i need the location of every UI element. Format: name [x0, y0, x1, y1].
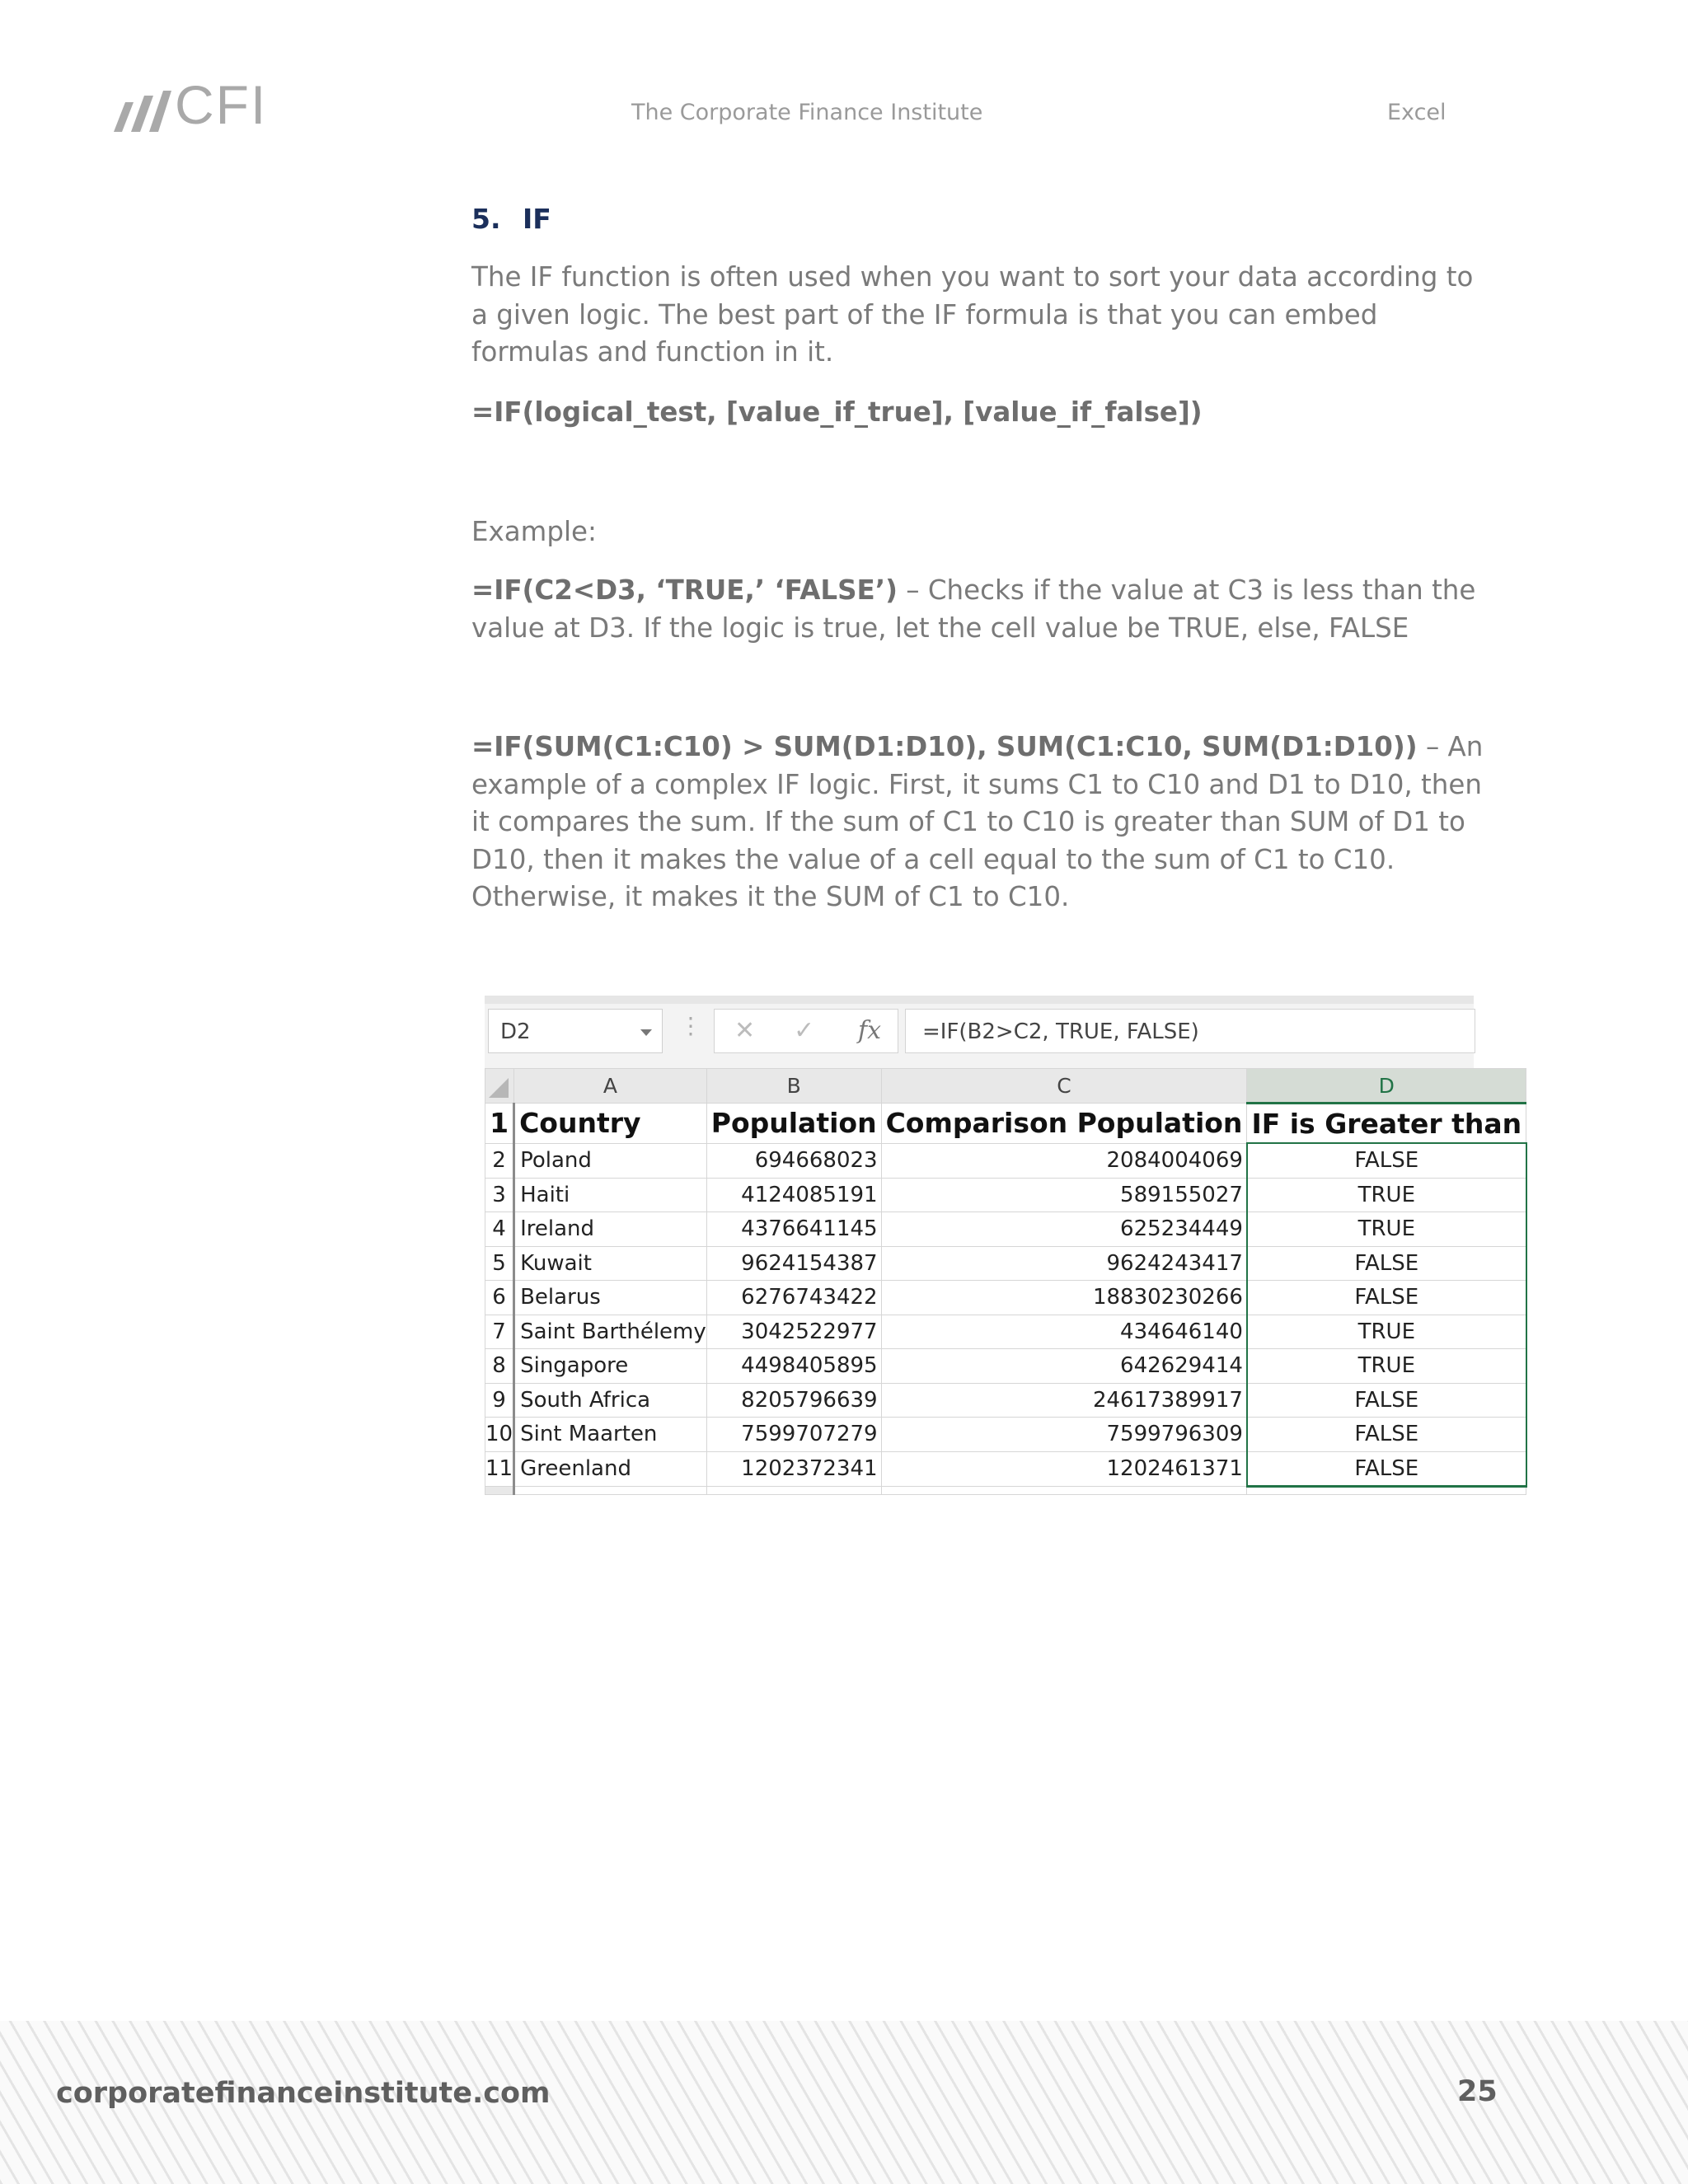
table-row — [485, 1383, 1526, 1418]
row-header[interactable]: 3 — [485, 1178, 514, 1212]
cell-population[interactable]: 7599707279 — [706, 1418, 881, 1452]
cell-result[interactable]: FALSE — [1247, 1383, 1526, 1418]
table-row — [485, 1349, 1526, 1384]
cell-population[interactable]: 1202372341 — [706, 1451, 881, 1487]
header-title: The Corporate Finance Institute — [631, 100, 983, 125]
select-all-corner[interactable] — [485, 1069, 514, 1104]
column-header-a[interactable]: A — [514, 1069, 707, 1104]
formula-buttons — [714, 1009, 898, 1053]
cell — [881, 1487, 1247, 1495]
example-label: Example: — [471, 516, 597, 547]
cell-country[interactable]: Kuwait — [514, 1246, 707, 1281]
cell-result[interactable]: FALSE — [1247, 1451, 1526, 1487]
row-header — [485, 1487, 514, 1495]
cell-comparison[interactable]: 2084004069 — [881, 1143, 1247, 1178]
table-row — [485, 1418, 1526, 1452]
header-cell-country[interactable]: Country — [514, 1104, 707, 1144]
cell-comparison[interactable]: 24617389917 — [881, 1383, 1247, 1418]
column-header-d[interactable]: D — [1247, 1069, 1526, 1104]
row-header[interactable]: 7 — [485, 1315, 514, 1349]
table-row — [485, 1246, 1526, 1281]
cell-country[interactable]: Belarus — [514, 1281, 707, 1315]
example-2 — [471, 729, 1487, 916]
cell-population[interactable]: 4498405895 — [706, 1349, 881, 1384]
cell-country[interactable]: Singapore — [514, 1349, 707, 1384]
header-section: Excel — [1387, 100, 1447, 125]
row-header[interactable]: 11 — [485, 1451, 514, 1487]
row-header[interactable]: 9 — [485, 1383, 514, 1418]
syntax-formula: =IF(logical_test, [value_if_true], [value_if_false]) — [471, 396, 1203, 428]
cell-country[interactable]: Saint Barthélemy — [514, 1315, 707, 1349]
ribbon-edge — [485, 996, 1474, 1004]
cell-comparison[interactable]: 18830230266 — [881, 1281, 1247, 1315]
name-box[interactable] — [488, 1009, 663, 1053]
header-cell-population[interactable]: Population — [706, 1104, 881, 1144]
row-header[interactable]: 2 — [485, 1143, 514, 1178]
cell-comparison[interactable]: 589155027 — [881, 1178, 1247, 1212]
row-header[interactable]: 4 — [485, 1212, 514, 1247]
cell-population[interactable]: 9624154387 — [706, 1246, 881, 1281]
example-1-description: – Checks if the value at C3 is less than the value at D3. If the logic is true, let the cell value be TRUE, else, FALSE — [471, 574, 1476, 644]
cell-result[interactable]: TRUE — [1247, 1349, 1526, 1384]
cell — [1247, 1487, 1526, 1495]
cell-result[interactable]: FALSE — [1247, 1246, 1526, 1281]
cell-result[interactable]: TRUE — [1247, 1212, 1526, 1247]
table-row — [485, 1178, 1526, 1212]
cell-country[interactable]: Greenland — [514, 1451, 707, 1487]
page-number: 25 — [1457, 2075, 1498, 2108]
column-header-b[interactable]: B — [706, 1069, 881, 1104]
cell — [706, 1487, 881, 1495]
logo-text: CFI — [175, 74, 268, 135]
section-heading — [471, 203, 1487, 235]
cell-comparison[interactable]: 434646140 — [881, 1315, 1247, 1349]
row-header[interactable]: 8 — [485, 1349, 514, 1384]
example-2-description: – An example of a complex IF logic. First, it sums C1 to C10 and D1 to D10, then it compares the sum. If the sum of C1 to C10 is greater than SUM of D1 to D10, then it makes the value of a cell equal to the sum of C1 to C10. Otherwise, it makes it the SUM of C1 to C10. — [471, 731, 1484, 912]
cell-result[interactable]: FALSE — [1247, 1281, 1526, 1315]
cell-result[interactable]: FALSE — [1247, 1418, 1526, 1452]
select-all-icon — [489, 1078, 509, 1098]
table-row — [485, 1281, 1526, 1315]
formula-bar-value: =IF(B2>C2, TRUE, FALSE) — [922, 1019, 1199, 1044]
cell-population[interactable]: 4376641145 — [706, 1212, 881, 1247]
name-box-value: D2 — [500, 1019, 531, 1044]
cell — [514, 1487, 707, 1495]
cell-comparison[interactable]: 625234449 — [881, 1212, 1247, 1247]
cell-comparison[interactable]: 642629414 — [881, 1349, 1247, 1384]
row-header[interactable]: 5 — [485, 1246, 514, 1281]
cell-comparison[interactable]: 1202461371 — [881, 1451, 1247, 1487]
table-row — [485, 1315, 1526, 1349]
row-header[interactable]: 1 — [485, 1104, 514, 1144]
chevron-down-icon[interactable] — [640, 1029, 652, 1036]
excel-screenshot — [485, 996, 1522, 1493]
example-2-formula: =IF(SUM(C1:C10) > SUM(D1:D10), SUM(C1:C10, SUM(D1:D10)) — [471, 731, 1418, 762]
section-number: 5. — [471, 203, 501, 235]
header-cell-comparison[interactable]: Comparison Population — [881, 1104, 1247, 1144]
table-row — [485, 1212, 1526, 1247]
footer-url[interactable]: corporatefinanceinstitute.com — [56, 2077, 551, 2110]
cell-population[interactable]: 6276743422 — [706, 1281, 881, 1315]
section-title: IF — [523, 203, 551, 235]
header-cell-result[interactable]: IF is Greater than — [1247, 1104, 1526, 1144]
spreadsheet-grid — [485, 1068, 1527, 1495]
row-header[interactable]: 6 — [485, 1281, 514, 1315]
check-icon[interactable]: ✓ — [794, 1016, 815, 1045]
insert-function-icon[interactable]: fx — [858, 1016, 882, 1045]
formula-bar[interactable] — [905, 1009, 1475, 1053]
example-1-formula: =IF(C2<D3, ‘TRUE,’ ‘FALSE’) — [471, 574, 898, 606]
cfi-logo — [114, 74, 268, 135]
cell-result[interactable]: FALSE — [1247, 1143, 1526, 1178]
cell-population[interactable]: 4124085191 — [706, 1178, 881, 1212]
cell-country[interactable]: Haiti — [514, 1178, 707, 1212]
cell-comparison[interactable]: 7599796309 — [881, 1418, 1247, 1452]
table-row — [485, 1451, 1526, 1487]
vertical-dots-icon: ⋮ — [679, 1012, 702, 1039]
cell-result[interactable]: TRUE — [1247, 1178, 1526, 1212]
cell-population[interactable]: 694668023 — [706, 1143, 881, 1178]
cell-country[interactable]: South Africa — [514, 1383, 707, 1418]
cell-comparison[interactable]: 9624243417 — [881, 1246, 1247, 1281]
table-row — [485, 1143, 1526, 1178]
cell-population[interactable]: 3042522977 — [706, 1315, 881, 1349]
logo-slashes-icon — [114, 91, 171, 132]
intro-paragraph: The IF function is often used when you want to sort your data according to a given logic. The best part of the IF formula is that you can embed formulas and function in it. — [471, 261, 1474, 368]
cell-country[interactable]: Ireland — [514, 1212, 707, 1247]
example-1 — [471, 572, 1487, 647]
column-header-c[interactable]: C — [881, 1069, 1247, 1104]
cell-population[interactable]: 8205796639 — [706, 1383, 881, 1418]
row-header[interactable]: 10 — [485, 1418, 514, 1452]
cancel-icon[interactable]: ✕ — [734, 1016, 756, 1045]
cell-country[interactable]: Sint Maarten — [514, 1418, 707, 1452]
cell-result[interactable]: TRUE — [1247, 1315, 1526, 1349]
cell-country[interactable]: Poland — [514, 1143, 707, 1178]
